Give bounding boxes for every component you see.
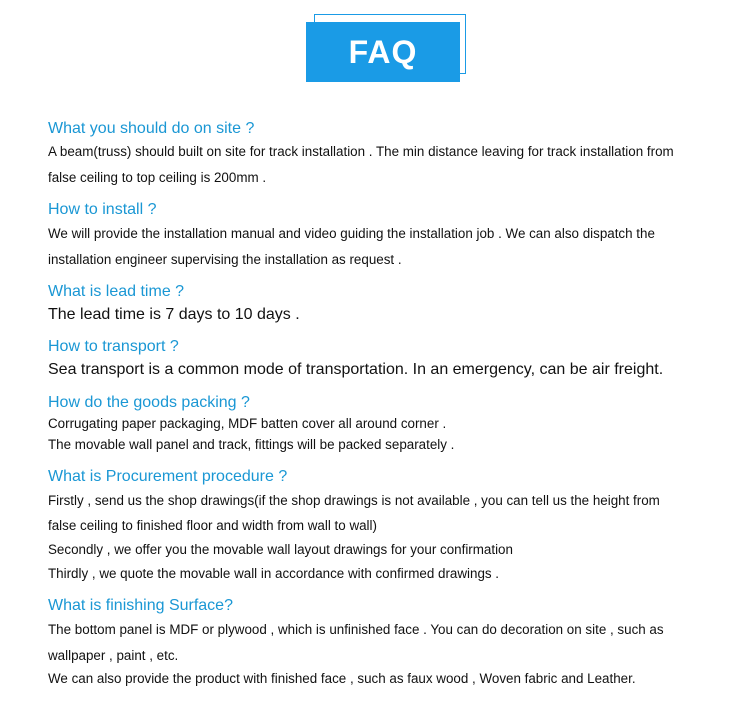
faq-answer-line: We will provide the installation manual and video guiding the installation job . We can also dispatch the bbox=[48, 226, 655, 241]
faq-question: What you should do on site ? bbox=[48, 120, 255, 137]
faq-question: How to install ? bbox=[48, 201, 157, 218]
faq-header-box bbox=[306, 22, 460, 82]
faq-answer-line: false ceiling to top ceiling is 200mm . bbox=[48, 170, 267, 185]
faq-answer-line: Corrugating paper packaging, MDF batten cover all around corner . bbox=[48, 416, 447, 431]
page-title: FAQ bbox=[348, 33, 418, 70]
faq-answer-line: false ceiling to finished floor and width from wall to wall) bbox=[48, 518, 377, 533]
faq-answer-line: We can also provide the product with finished face , such as faux wood , Woven fabric and Leather. bbox=[48, 671, 636, 686]
faq-question: What is finishing Surface? bbox=[48, 597, 233, 614]
faq-answer-line: The lead time is 7 days to 10 days . bbox=[48, 306, 300, 323]
faq-answer-line: Secondly , we offer you the movable wall layout drawings for your confirmation bbox=[48, 542, 513, 557]
faq-answer-line: Firstly , send us the shop drawings(if the shop drawings is not available , you can tell us the height from bbox=[48, 493, 660, 508]
faq-answer-line: installation engineer supervising the installation as request . bbox=[48, 252, 402, 267]
faq-answer-line: Sea transport is a common mode of transportation. In an emergency, can be air freight. bbox=[48, 361, 664, 378]
faq-question: What is Procurement procedure ? bbox=[48, 468, 288, 485]
faq-answer-line: wallpaper , paint , etc. bbox=[48, 648, 179, 663]
faq-answer-line: The bottom panel is MDF or plywood , which is unfinished face . You can do decoration on site , such as bbox=[48, 622, 664, 637]
faq-answer-line: The movable wall panel and track, fittings will be packed separately . bbox=[48, 437, 455, 452]
faq-answer-line: A beam(truss) should built on site for track installation . The min distance leaving for track installation from bbox=[48, 144, 674, 159]
faq-question: What is lead time ? bbox=[48, 283, 185, 300]
faq-header-badge bbox=[306, 14, 468, 84]
faq-question: How do the goods packing ? bbox=[48, 394, 250, 411]
faq-answer-line: Thirdly , we quote the movable wall in accordance with confirmed drawings . bbox=[48, 566, 500, 581]
faq-question: How to transport ? bbox=[48, 338, 179, 355]
